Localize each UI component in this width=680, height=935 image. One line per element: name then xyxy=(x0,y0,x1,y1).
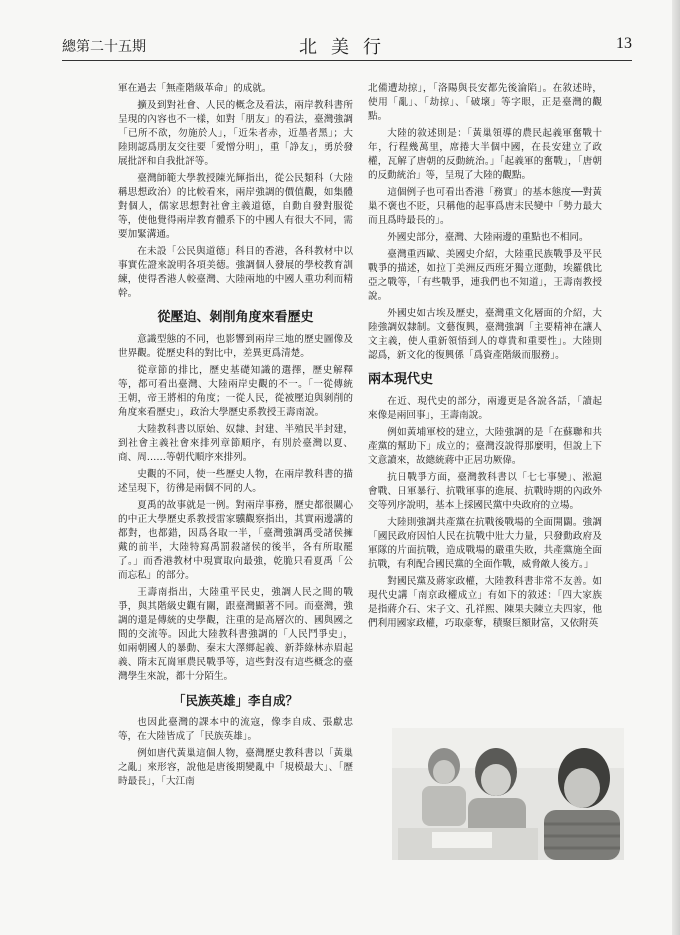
section-heading: 「民族英雄」李自成？ xyxy=(172,693,298,708)
students-photo-illustration xyxy=(392,728,624,860)
magazine-title: 北美行 xyxy=(299,37,395,58)
paragraph: 對國民黨及蔣家政權，大陸教科書非常不友善。如現代史講「南京政權成立」有如下的敘述：「四大家族是指蔣介石、宋子文、孔祥熙、陳果夫陳立夫四家，他們利用國家政權，巧取豪奪，積聚巨額財富，又依附英 xyxy=(368,576,602,629)
paragraph: 在未設「公民與道德」科目的香港，各科教材中以事實佐證來說明各項美德。強調個人發展的學校教育訓練，使得香港人較臺灣、大陸兩地的中國人重功利而精幹。 xyxy=(118,246,353,299)
paragraph: 大陸教科書以原始、奴隸、封建、半殖民半封建，到社會主義社會來排列章節順序，有別於臺灣以夏、商、周……等朝代順序來排列。 xyxy=(118,424,353,463)
paragraph: 從章節的排比，歷史基礎知識的選擇，歷史解釋等，都可看出臺灣、大陸兩岸史觀的不一。「一從傳統王朝，帝王將相的角度；一從人民，從被壓迫與剝削的角度來看歷史」，政治大學歷史系教授王壽南說。 xyxy=(118,365,353,418)
paragraph: 臺灣師範大學教授陳光輝指出，從公民類科（大陸稱思想政治）的比較看來，兩岸強調的價值觀，如集體對個人，儒家思想對社會主義道德，自動自發對服從等，使他覺得兩岸教育體系下的中國人有很大不同，需要加緊溝通。 xyxy=(118,173,353,240)
paragraph: 也因此臺灣的課本中的流寇，像李自成、張獻忠等，在大陸皆成了「民族英雄」。 xyxy=(118,717,353,742)
paragraph: 外國史部分，臺灣、大陸兩邊的重點也不相同。 xyxy=(387,232,589,243)
paragraph: 例如唐代黃巢這個人物，臺灣歷史教科書以「黃巢之亂」來形容，說他是唐後期變亂中「規模最大」、「歷時最長」，「大江南 xyxy=(118,748,353,787)
scan-edge-shadow xyxy=(672,0,680,935)
page-header xyxy=(62,30,632,61)
paragraph: 意識型態的不同，也影響到兩岸三地的歷史圖像及世界觀。從歷史科的對比中，差異更爲清楚。 xyxy=(118,334,353,359)
paragraph: 臺灣重西歐、美國史介紹，大陸重民族戰爭及平民戰爭的描述，如拉丁美洲反西班牙獨立運動，埃羅俄比亞之戰等，「有些戰爭，連我們也不知道」，王壽南教授說。 xyxy=(368,249,602,302)
paragraph: 抗日戰爭方面，臺灣教科書以「七七事變」、淞滬會戰、日軍暴行、抗戰軍事的進展、抗戰時期的內政外交等列序說明，基本上採國民黨中央政府的立場。 xyxy=(368,472,602,511)
paragraph: 在近、現代史的部分，兩邊更是各說各話，「讀起來像是兩回事」，王壽南說。 xyxy=(368,396,602,421)
paragraph: 王壽南指出，大陸重平民史，強調人民之間的戰爭，與其階級史觀有關，跟臺灣顯著不同。而臺灣，強調的還是傳統的史學觀，注重的是高層次的、國與國之間的交流等。因此大陸教科書強調的「人民鬥爭史」，如兩朝國人的暴動、秦末大澤鄉起義、新莽綠林赤眉起義、隋末瓦崗軍農民戰爭等，這些對沒有這些概念的臺灣學生來說，都十分陌生。 xyxy=(118,587,353,682)
classroom-photo xyxy=(392,728,624,860)
paragraph: 大陸則強調共產黨在抗戰後戰場的全面開闢。強調「國民政府因怕人民在抗戰中壯大力量，只發動政府及軍隊的片面抗戰，造成戰場的嚴重失敗，共產黨施全面抗戰，有利配合國民黨的全面作戰，威脅敵人後方。」 xyxy=(368,517,602,570)
section-heading: 從壓迫、剝削角度來看歷史 xyxy=(157,310,314,325)
paragraph: 夏禹的故事就是一例。對兩岸事務，歷史都很關心的中正大學歷史系教授雷家驥觀察指出，其實兩邊講的都對，也都錯，因爲各取一半，「臺灣強調禹受諸侯擁戴的前半，大陸特寫禹罰殺諸侯的後半，各有所取罷了。」而香港教材中現實取向最強，乾脆只看夏禹「公而忘私」的部分。 xyxy=(118,500,353,581)
paragraph: 史觀的不同，使一些歷史人物，在兩岸教科書的描述呈現下，彷彿是兩個不同的人。 xyxy=(118,469,353,494)
right-column xyxy=(368,82,602,634)
left-column xyxy=(118,82,353,792)
section-heading: 兩本現代史 xyxy=(368,372,434,387)
page-number: 13 xyxy=(616,35,632,52)
paragraph: 北備遭劫掠」，「洛陽與長安都先後淪陷」。在敘述時，使用「亂」、「劫掠」、「破壞」等字眼，正是臺灣的觀點。 xyxy=(368,83,602,122)
issue-label: 總第二十五期 xyxy=(62,39,146,55)
paragraph: 擴及到對社會、人民的概念及看法，兩岸教科書所呈現的內容也不一樣，如對「朋友」的看法，臺灣強調「已所不欲，勿施於人」，「近朱者赤，近墨者黑」；大陸則認爲朋友交往要「愛憎分明」，重「諍友」，勇於發展批評和自我批評等。 xyxy=(118,100,353,167)
paragraph: 軍在過去「無產階級革命」的成就。 xyxy=(118,83,272,94)
paragraph: 大陸的敘述則是：「黃巢領導的農民起義軍奮戰十年，行程幾萬里，席捲大半個中國，在長安建立了政權，瓦解了唐朝的反動統治。」「起義軍的奮戰」，「唐朝的反動統治」等，呈現了大陸的觀點。 xyxy=(368,128,602,181)
paragraph: 這個例子也可看出香港「務實」的基本態度──對黃巢不褒也不貶，只稱他的起事爲唐末民變中「勢力最大而且爲時最長的」。 xyxy=(368,187,602,226)
paragraph: 例如黃埔軍校的建立，大陸強調的是「在蘇聯和共產黨的幫助下」成立的；臺灣沒說得那麼明，但說上下文意讀來，故總統蔣中正居功厥偉。 xyxy=(368,427,602,466)
paragraph: 外國史如古埃及歷史，臺灣重文化層面的介紹，大陸強調奴隸制。文藝復興，臺灣強調「主要精神在讓人文主義，使人重新領悟到人的尊貴和重要性」。大陸則認爲，新文化的復興係「爲資產階級而服務」。 xyxy=(368,308,602,361)
